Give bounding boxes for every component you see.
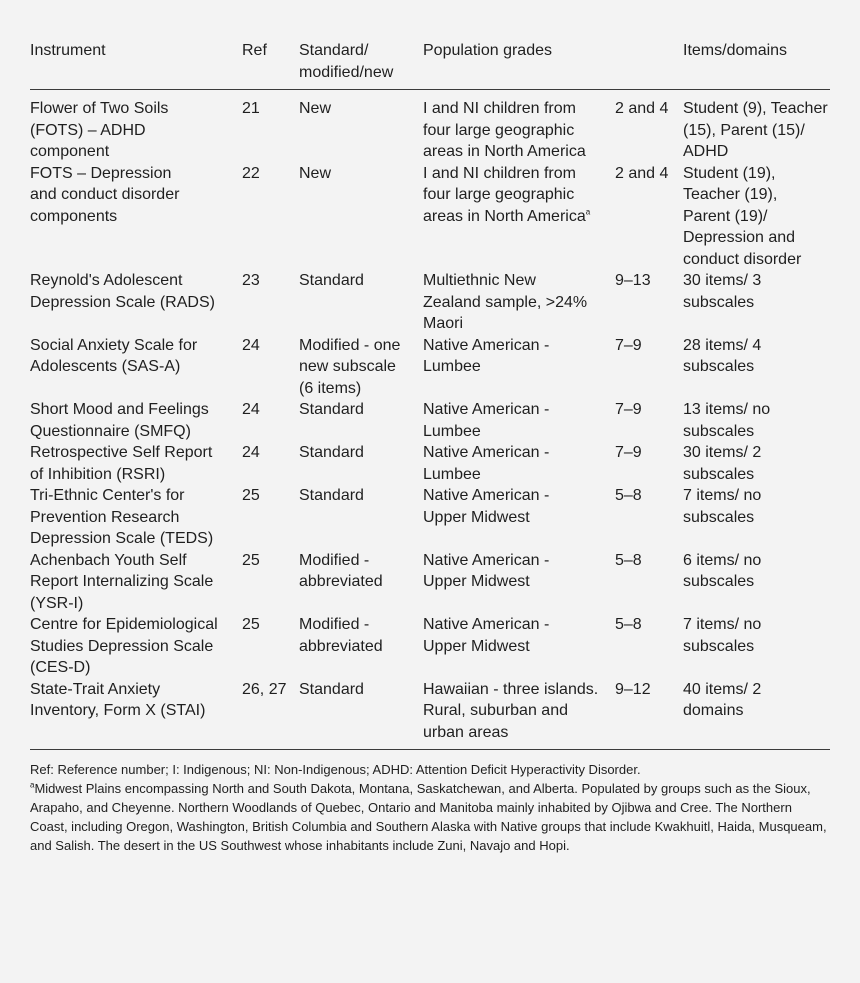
footnote-text: Midwest Plains encompassing North and South Dakota, Montana, Saskatchewan, and Alberta. Populated by groups such as the Sioux, Arapaho, and Cheyenne. Northern Woodlands of Quebec, Ontario and Manitoba mainly inhabited by Ojibwa and Cree. The Northern Coast, including Oregon, Washington, British Columbia and Southern Alaska with Native groups that include Kwakhuitl, Haida, Musqueam, and Salish. The desert in the US Southwest whose inhabitants include Zuni, Navajo and Hopi.	[30, 781, 827, 853]
cell-ref: 21	[242, 100, 260, 117]
table-row	[30, 485, 830, 550]
cell-ref: 25	[242, 551, 260, 569]
cell-population	[423, 163, 615, 271]
cell-instrument: Achenbach Youth Self Report Internalizing Scale (YSR-I)	[30, 551, 214, 612]
header-grades	[615, 40, 683, 83]
cell-standard: Standard	[299, 487, 364, 504]
header-population: Population grades	[423, 42, 552, 59]
cell-instrument: Short Mood and Feelings Questionnaire (SMFQ)	[30, 401, 209, 440]
cell-population: Multiethnic New Zealand sample, >24% Maori	[423, 272, 588, 332]
cell-grades: 9–13	[615, 272, 651, 289]
cell-items: 6 items/ no subscales	[683, 551, 762, 590]
table-row	[30, 399, 830, 442]
cell-grades: 2 and 4	[615, 100, 669, 117]
cell-grades: 5–8	[615, 616, 642, 633]
cell-items: 13 items/ no subscales	[683, 401, 771, 440]
cell-standard: Standard	[299, 444, 364, 461]
table-body	[30, 90, 830, 750]
cell-population: I and NI children from four large geographic areas in North America	[423, 100, 586, 160]
instrument-table	[30, 40, 830, 750]
cell-items: 28 items/ 4 subscales	[683, 336, 762, 375]
cell-instrument: State-Trait Anxiety Inventory, Form X (STAI)	[30, 680, 206, 719]
cell-standard: New	[299, 100, 332, 117]
header-items: Items/domains	[683, 42, 788, 59]
cell-standard: Modified - abbreviated	[299, 616, 383, 655]
cell-ref: 25	[242, 487, 260, 504]
cell-instrument: Tri-Ethnic Center's for Prevention Research Depression Scale (TEDS)	[30, 487, 214, 547]
table-row	[30, 614, 830, 679]
cell-ref: 24	[242, 444, 260, 461]
cell-population: Native American - Lumbee	[423, 444, 550, 483]
cell-grades: 9–12	[615, 680, 651, 698]
cell-grades: 7–9	[615, 444, 642, 461]
cell-ref: 23	[242, 272, 260, 289]
cell-items: Student (19), Teacher (19), Parent (19)/ Depression and conduct disorder	[683, 164, 802, 268]
table-row	[30, 335, 830, 400]
cell-standard: New	[299, 164, 332, 182]
table-row	[30, 550, 830, 615]
cell-standard: Standard	[299, 680, 364, 698]
cell-population: Native American - Upper Midwest	[423, 616, 550, 655]
abbreviation-note: Ref: Reference number; I: Indigenous; NI: Non-Indigenous; ADHD: Attention Deficit Hyperactivity Disorder.	[30, 762, 641, 777]
cell-items: 30 items/ 3 subscales	[683, 272, 762, 311]
cell-grades: 7–9	[615, 401, 642, 418]
table-row	[30, 163, 830, 271]
footnote-a	[30, 779, 830, 855]
cell-population: Native American - Upper Midwest	[423, 487, 550, 526]
cell-items: 40 items/ 2 domains	[683, 680, 762, 719]
footnote-marker: a	[585, 207, 591, 217]
cell-ref: 24	[242, 336, 260, 354]
cell-instrument: Flower of Two Soils (FOTS) – ADHD component	[30, 100, 169, 160]
cell-ref: 22	[242, 164, 260, 182]
cell-population: Native American - Lumbee	[423, 336, 550, 375]
cell-grades: 7–9	[615, 336, 642, 354]
table-row	[30, 679, 830, 744]
table-notes	[30, 760, 830, 855]
cell-standard: Modified - one new subscale (6 items)	[299, 336, 401, 397]
footnote-marker: a	[30, 780, 35, 790]
cell-population: Hawaiian - three islands. Rural, suburban and urban areas	[423, 680, 599, 741]
cell-items: Student (9), Teacher (15), Parent (15)/ ADHD	[683, 100, 828, 160]
cell-grades: 2 and 4	[615, 164, 669, 182]
cell-population: Native American - Upper Midwest	[423, 551, 550, 590]
table-header-row	[30, 40, 830, 90]
cell-instrument: Retrospective Self Report of Inhibition (RSRI)	[30, 444, 213, 483]
table-row	[30, 442, 830, 485]
header-standard: Standard/ modified/new	[299, 42, 394, 81]
header-ref: Ref	[242, 42, 267, 59]
cell-instrument: FOTS – Depression and conduct disorder components	[30, 164, 180, 225]
cell-items: 7 items/ no subscales	[683, 487, 762, 526]
cell-population: Native American - Lumbee	[423, 401, 550, 440]
cell-items: 7 items/ no subscales	[683, 616, 762, 655]
cell-items: 30 items/ 2 subscales	[683, 444, 762, 483]
cell-ref: 26, 27	[242, 680, 287, 698]
cell-standard: Standard	[299, 272, 364, 289]
table-row	[30, 270, 830, 335]
header-instrument: Instrument	[30, 42, 106, 59]
cell-standard: Standard	[299, 401, 364, 418]
population-text: I and NI children from four large geographic areas in North America	[423, 164, 586, 225]
cell-ref: 24	[242, 401, 260, 418]
table-row	[30, 98, 830, 163]
cell-grades: 5–8	[615, 487, 642, 504]
cell-ref: 25	[242, 616, 260, 633]
cell-grades: 5–8	[615, 551, 642, 569]
cell-instrument: Social Anxiety Scale for Adolescents (SAS-A)	[30, 336, 198, 375]
cell-instrument: Centre for Epidemiological Studies Depression Scale (CES-D)	[30, 616, 218, 676]
cell-instrument: Reynold's Adolescent Depression Scale (RADS)	[30, 272, 215, 311]
cell-standard: Modified - abbreviated	[299, 551, 383, 590]
